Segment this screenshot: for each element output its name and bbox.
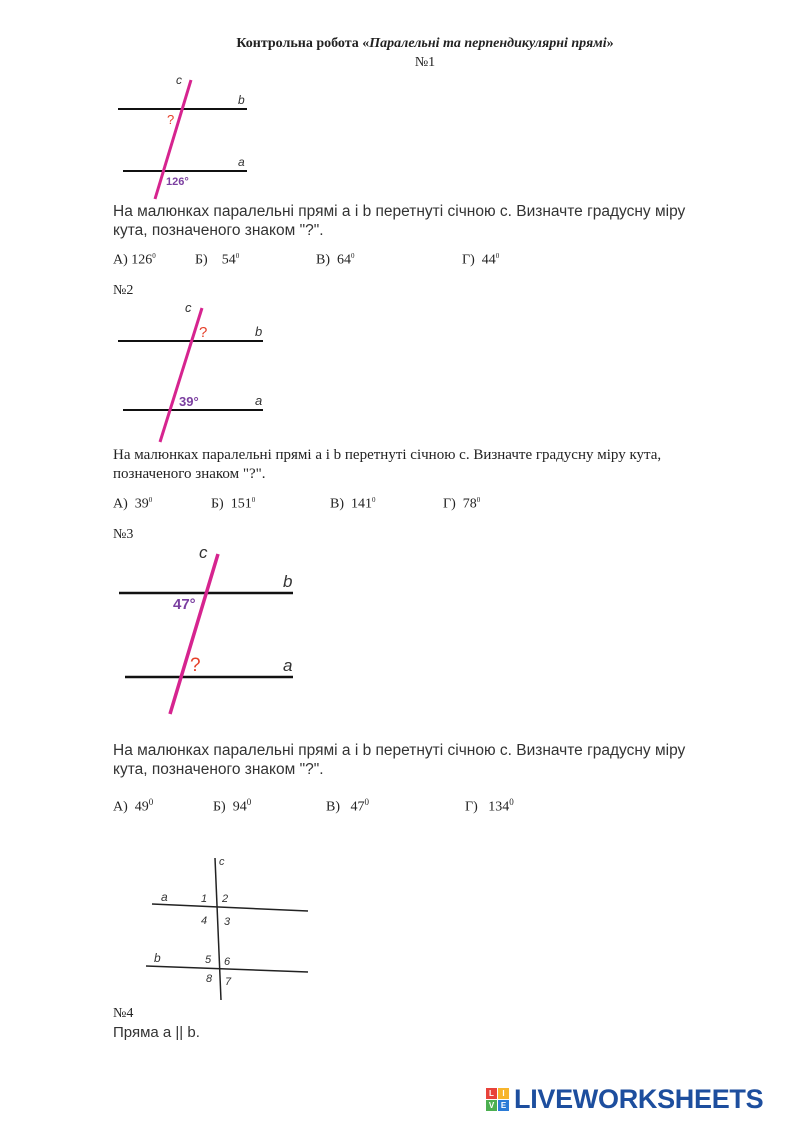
task3-angle-value: 47° bbox=[173, 596, 196, 613]
task4-secant-c bbox=[215, 858, 221, 1000]
task1-label-c: c bbox=[176, 73, 182, 87]
task4-line-a bbox=[152, 904, 308, 911]
task1-answer-a[interactable]: А) $126^0$ bbox=[113, 252, 156, 268]
task2-secant-c bbox=[160, 308, 202, 442]
task2-answer-d[interactable]: Г) $78^0$ bbox=[443, 496, 481, 512]
task2-question: На малюнках паралельні прямі а і b перетнуті січною с. Визначте градусну міру кута, позначеного знаком "?". bbox=[113, 447, 662, 482]
task4-angle-2: 2 bbox=[222, 893, 229, 905]
task1-question-mark: ? bbox=[167, 112, 175, 127]
task3-label-b: b bbox=[283, 572, 293, 591]
task4-label-a: a bbox=[161, 890, 168, 904]
task4-angle-8: 8 bbox=[206, 973, 213, 985]
task3-figure bbox=[110, 540, 310, 720]
task2-answer-a[interactable]: А) $39^0$ bbox=[113, 496, 153, 512]
task1-answer-b[interactable]: Б) $54^0$ bbox=[195, 252, 240, 268]
task2-question-mark: ? bbox=[199, 324, 208, 341]
task1-label-a: a bbox=[238, 155, 245, 169]
task3-number: №3 bbox=[113, 527, 134, 542]
task4-angle-6: 6 bbox=[224, 956, 231, 968]
task3-answer-a[interactable]: А) $49^0$ bbox=[113, 797, 154, 815]
task1-figure bbox=[110, 72, 260, 202]
task1-label-b: b bbox=[238, 93, 245, 107]
task4-angle-4: 4 bbox=[201, 915, 208, 927]
logo-mark: L I V E bbox=[486, 1088, 509, 1111]
task3-answer-d[interactable]: Г) $134^0$ bbox=[465, 797, 514, 815]
logo-text: LIVEWORKSHEETS bbox=[514, 1083, 764, 1114]
task3-answer-c[interactable]: В) $47^0$ bbox=[326, 797, 369, 815]
task4-label-b: b bbox=[154, 951, 161, 965]
task4-statement: Пряма а || b. bbox=[113, 1024, 200, 1041]
task4-angle-7: 7 bbox=[225, 976, 232, 988]
task4-number: №4 bbox=[113, 1006, 134, 1021]
task2-label-a: a bbox=[255, 393, 263, 408]
task3-answer-b[interactable]: Б) $94^0$ bbox=[213, 797, 252, 815]
task1-answer-c[interactable]: В) $64^0$ bbox=[316, 252, 355, 268]
task2-label-c: c bbox=[185, 300, 192, 315]
task4-angle-3: 3 bbox=[224, 916, 231, 928]
task1-answer-d[interactable]: Г) $44^0$ bbox=[462, 252, 500, 268]
page-title: Контрольна робота «Паралельні та перпендикулярні прямі» bbox=[236, 36, 614, 51]
task3-secant-c bbox=[170, 554, 218, 714]
task2-figure bbox=[110, 300, 275, 448]
task4-figure bbox=[140, 852, 320, 1007]
task2-angle-value: 39° bbox=[179, 394, 199, 409]
task3-label-a: a bbox=[283, 656, 293, 675]
task1-angle-value: 126° bbox=[166, 176, 189, 188]
task2-label-b: b bbox=[255, 324, 263, 339]
task2-number: №2 bbox=[113, 283, 134, 298]
task3-question-mark: ? bbox=[190, 655, 201, 676]
task3-label-c: c bbox=[199, 543, 208, 562]
task2-answer-c[interactable]: В) $141^0$ bbox=[330, 496, 376, 512]
task4-angle-5: 5 bbox=[205, 954, 212, 966]
task3-question: На малюнках паралельні прямі а і b перетнуті січною с. Визначте градусну міру кута, позначеного знаком "?". bbox=[113, 742, 686, 778]
task4-angle-1: 1 bbox=[201, 893, 208, 905]
task1-question: На малюнках паралельні прямі а і b перетнуті січною с. Визначте градусну міру кута, позначеного знаком "?". bbox=[113, 203, 686, 239]
liveworksheets-logo[interactable] bbox=[486, 1083, 763, 1115]
task1-number: №1 bbox=[414, 55, 436, 70]
task2-answer-b[interactable]: Б) $151^0$ bbox=[211, 496, 256, 512]
task4-label-c: c bbox=[219, 856, 225, 868]
